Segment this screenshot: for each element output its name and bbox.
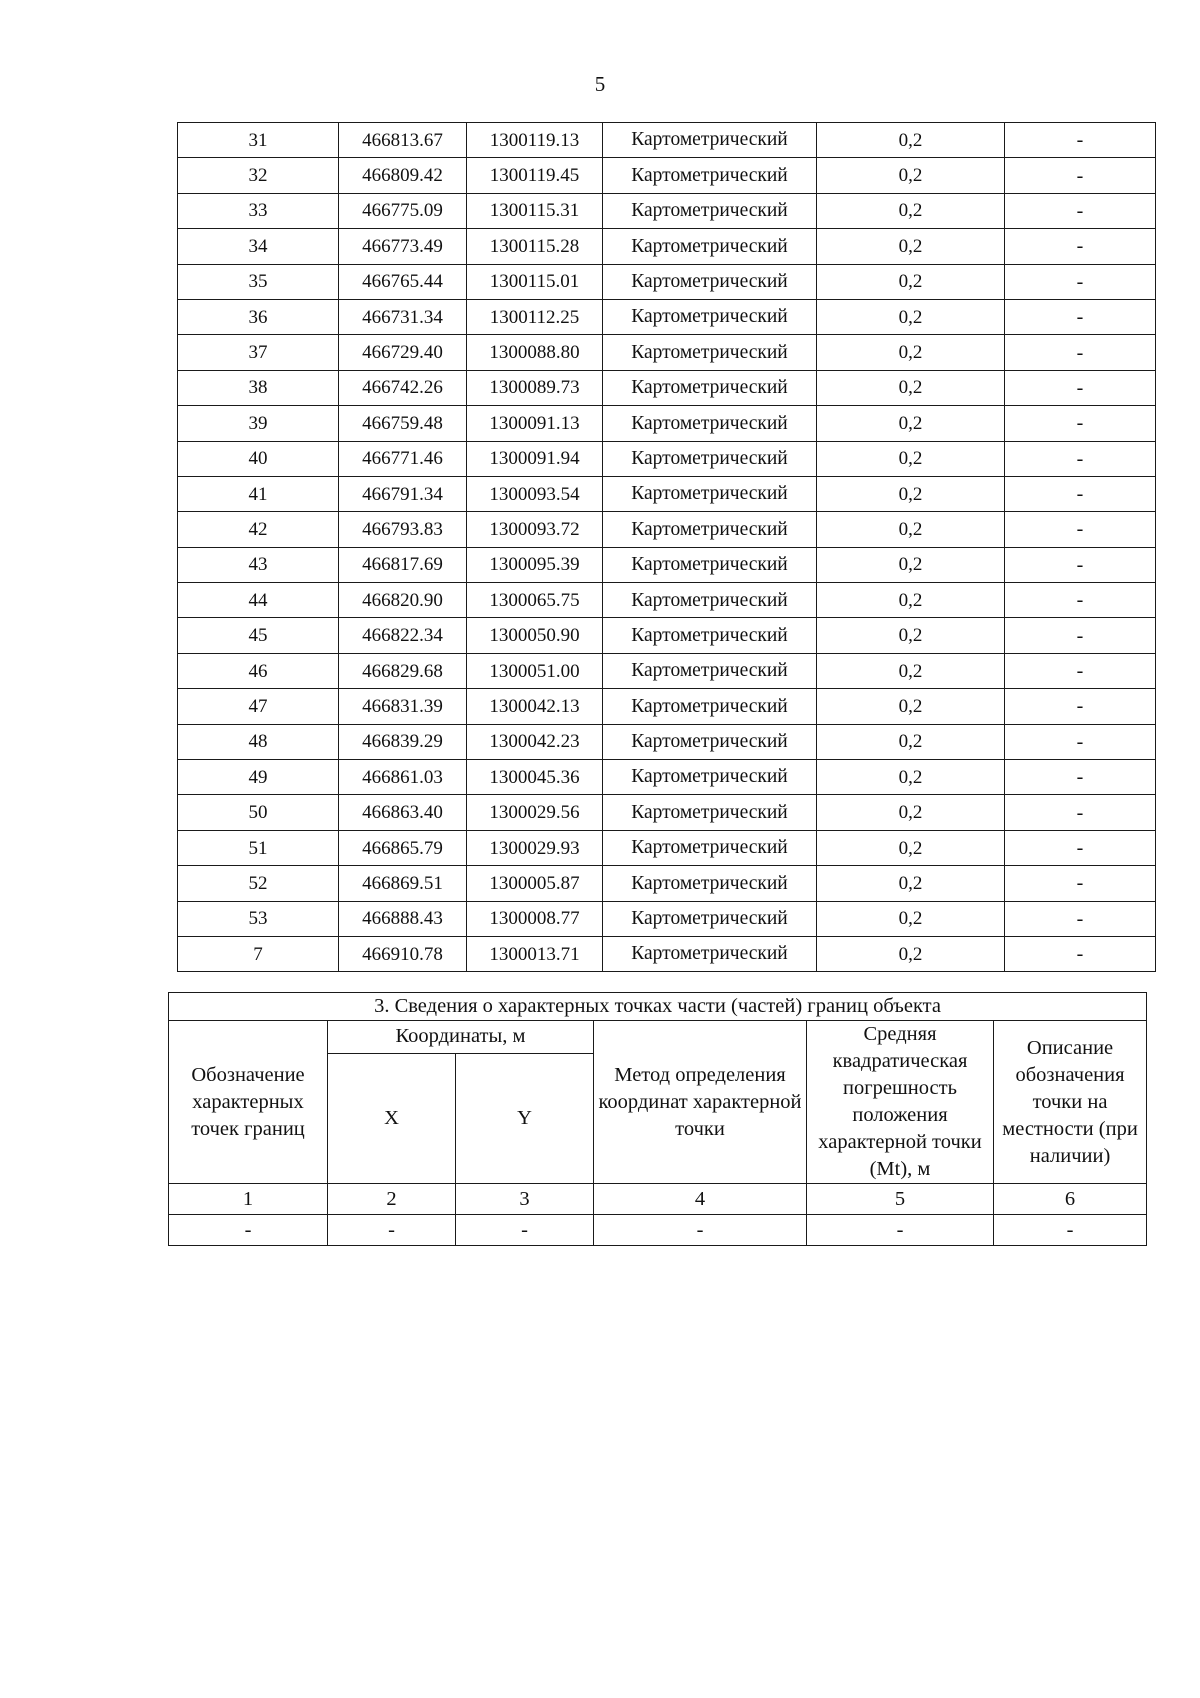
mt-cell: 0,2 xyxy=(817,936,1005,971)
mt-cell: 0,2 xyxy=(817,653,1005,688)
column-number: 5 xyxy=(807,1184,994,1215)
description-cell: - xyxy=(1005,370,1156,405)
page-number: 5 xyxy=(594,72,606,96)
mt-cell: 0,2 xyxy=(817,547,1005,582)
part-boundary-points-table xyxy=(168,992,1147,1246)
y-coordinate-cell: 1300091.13 xyxy=(467,406,603,441)
method-cell: Картометрический xyxy=(603,299,817,334)
point-number-cell: 46 xyxy=(178,653,339,688)
description-cell: - xyxy=(1005,158,1156,193)
point-number-cell: 45 xyxy=(178,618,339,653)
description-cell: - xyxy=(1005,123,1156,158)
table-row xyxy=(178,441,1156,476)
description-cell: - xyxy=(1005,936,1156,971)
x-coordinate-cell: 466888.43 xyxy=(339,901,467,936)
mt-cell: 0,2 xyxy=(817,335,1005,370)
point-number-cell: 34 xyxy=(178,229,339,264)
method-cell: Картометрический xyxy=(603,512,817,547)
table-row xyxy=(178,406,1156,441)
description-cell: - xyxy=(1005,724,1156,759)
column-number: 6 xyxy=(994,1184,1147,1215)
method-cell: Картометрический xyxy=(603,547,817,582)
x-coordinate-cell: 466813.67 xyxy=(339,123,467,158)
point-number-cell: 33 xyxy=(178,193,339,228)
mt-cell: 0,2 xyxy=(817,618,1005,653)
table-row xyxy=(178,795,1156,830)
mt-cell: 0,2 xyxy=(817,123,1005,158)
table-row xyxy=(178,936,1156,971)
description-cell: - xyxy=(1005,795,1156,830)
y-coordinate-cell: 1300045.36 xyxy=(467,760,603,795)
header-description: Описание обозначения точки на местности (при наличии) xyxy=(994,1021,1147,1184)
y-coordinate-cell: 1300115.28 xyxy=(467,229,603,264)
mt-cell: 0,2 xyxy=(817,866,1005,901)
y-coordinate-cell: 1300029.93 xyxy=(467,830,603,865)
method-cell: Картометрический xyxy=(603,335,817,370)
mt-cell: 0,2 xyxy=(817,158,1005,193)
y-coordinate-cell: 1300112.25 xyxy=(467,299,603,334)
point-number-cell: 7 xyxy=(178,936,339,971)
column-number: 3 xyxy=(456,1184,594,1215)
method-cell: Картометрический xyxy=(603,936,817,971)
empty-cell: - xyxy=(994,1215,1147,1246)
point-number-cell: 53 xyxy=(178,901,339,936)
description-cell: - xyxy=(1005,760,1156,795)
table-row xyxy=(178,547,1156,582)
x-coordinate-cell: 466865.79 xyxy=(339,830,467,865)
table-row xyxy=(178,901,1156,936)
method-cell: Картометрический xyxy=(603,724,817,759)
description-cell: - xyxy=(1005,653,1156,688)
x-coordinate-cell: 466731.34 xyxy=(339,299,467,334)
x-coordinate-cell: 466742.26 xyxy=(339,370,467,405)
method-cell: Картометрический xyxy=(603,123,817,158)
y-coordinate-cell: 1300088.80 xyxy=(467,335,603,370)
x-coordinate-cell: 466861.03 xyxy=(339,760,467,795)
mt-cell: 0,2 xyxy=(817,229,1005,264)
table-row xyxy=(178,299,1156,334)
method-cell: Картометрический xyxy=(603,795,817,830)
section-title: 3. Сведения о характерных точках части (частей) границ объекта xyxy=(169,993,1147,1021)
description-cell: - xyxy=(1005,901,1156,936)
description-cell: - xyxy=(1005,264,1156,299)
point-number-cell: 32 xyxy=(178,158,339,193)
table-row xyxy=(178,653,1156,688)
method-cell: Картометрический xyxy=(603,866,817,901)
method-cell: Картометрический xyxy=(603,370,817,405)
table-row xyxy=(178,724,1156,759)
point-number-cell: 43 xyxy=(178,547,339,582)
table-row xyxy=(178,866,1156,901)
x-coordinate-cell: 466863.40 xyxy=(339,795,467,830)
method-cell: Картометрический xyxy=(603,830,817,865)
description-cell: - xyxy=(1005,512,1156,547)
point-number-cell: 36 xyxy=(178,299,339,334)
mt-cell: 0,2 xyxy=(817,193,1005,228)
table-row xyxy=(178,370,1156,405)
mt-cell: 0,2 xyxy=(817,830,1005,865)
table-row xyxy=(178,689,1156,724)
table-row xyxy=(178,264,1156,299)
x-coordinate-cell: 466831.39 xyxy=(339,689,467,724)
y-coordinate-cell: 1300115.31 xyxy=(467,193,603,228)
description-cell: - xyxy=(1005,476,1156,511)
description-cell: - xyxy=(1005,229,1156,264)
y-coordinate-cell: 1300093.72 xyxy=(467,512,603,547)
mt-cell: 0,2 xyxy=(817,299,1005,334)
x-coordinate-cell: 466822.34 xyxy=(339,618,467,653)
y-coordinate-cell: 1300091.94 xyxy=(467,441,603,476)
table-row xyxy=(178,618,1156,653)
y-coordinate-cell: 1300013.71 xyxy=(467,936,603,971)
table-row xyxy=(178,193,1156,228)
method-cell: Картометрический xyxy=(603,901,817,936)
header-designation: Обозначение характерных точек границ xyxy=(169,1021,328,1184)
column-number: 1 xyxy=(169,1184,328,1215)
method-cell: Картометрический xyxy=(603,441,817,476)
point-number-cell: 35 xyxy=(178,264,339,299)
mt-cell: 0,2 xyxy=(817,795,1005,830)
table-row xyxy=(178,229,1156,264)
x-coordinate-cell: 466809.42 xyxy=(339,158,467,193)
x-coordinate-cell: 466791.34 xyxy=(339,476,467,511)
header-y: Y xyxy=(456,1053,594,1183)
mt-cell: 0,2 xyxy=(817,583,1005,618)
point-number-cell: 31 xyxy=(178,123,339,158)
x-coordinate-cell: 466839.29 xyxy=(339,724,467,759)
description-cell: - xyxy=(1005,299,1156,334)
point-number-cell: 50 xyxy=(178,795,339,830)
method-cell: Картометрический xyxy=(603,653,817,688)
method-cell: Картометрический xyxy=(603,618,817,653)
method-cell: Картометрический xyxy=(603,193,817,228)
table-row xyxy=(178,760,1156,795)
table-row xyxy=(178,583,1156,618)
column-number: 4 xyxy=(594,1184,807,1215)
description-cell: - xyxy=(1005,193,1156,228)
boundary-points-table xyxy=(177,122,1156,972)
point-number-cell: 41 xyxy=(178,476,339,511)
method-cell: Картометрический xyxy=(603,406,817,441)
empty-cell: - xyxy=(456,1215,594,1246)
mt-cell: 0,2 xyxy=(817,512,1005,547)
point-number-cell: 48 xyxy=(178,724,339,759)
mt-cell: 0,2 xyxy=(817,370,1005,405)
description-cell: - xyxy=(1005,335,1156,370)
mt-cell: 0,2 xyxy=(817,406,1005,441)
mt-cell: 0,2 xyxy=(817,476,1005,511)
method-cell: Картометрический xyxy=(603,158,817,193)
mt-cell: 0,2 xyxy=(817,760,1005,795)
point-number-cell: 40 xyxy=(178,441,339,476)
x-coordinate-cell: 466829.68 xyxy=(339,653,467,688)
x-coordinate-cell: 466820.90 xyxy=(339,583,467,618)
column-number: 2 xyxy=(328,1184,456,1215)
mt-cell: 0,2 xyxy=(817,689,1005,724)
header-mt: Средняя квадратическая погрешность положения характерной точки (Mt), м xyxy=(807,1021,994,1184)
boundary-points-body xyxy=(178,123,1156,972)
empty-cell: - xyxy=(328,1215,456,1246)
mt-cell: 0,2 xyxy=(817,264,1005,299)
y-coordinate-cell: 1300008.77 xyxy=(467,901,603,936)
x-coordinate-cell: 466773.49 xyxy=(339,229,467,264)
empty-cell: - xyxy=(807,1215,994,1246)
description-cell: - xyxy=(1005,830,1156,865)
table-row xyxy=(178,158,1156,193)
x-coordinate-cell: 466869.51 xyxy=(339,866,467,901)
x-coordinate-cell: 466765.44 xyxy=(339,264,467,299)
point-number-cell: 39 xyxy=(178,406,339,441)
mt-cell: 0,2 xyxy=(817,441,1005,476)
table-row xyxy=(178,335,1156,370)
point-number-cell: 49 xyxy=(178,760,339,795)
table-row xyxy=(178,512,1156,547)
description-cell: - xyxy=(1005,406,1156,441)
x-coordinate-cell: 466759.48 xyxy=(339,406,467,441)
y-coordinate-cell: 1300005.87 xyxy=(467,866,603,901)
x-coordinate-cell: 466793.83 xyxy=(339,512,467,547)
description-cell: - xyxy=(1005,866,1156,901)
method-cell: Картометрический xyxy=(603,689,817,724)
y-coordinate-cell: 1300089.73 xyxy=(467,370,603,405)
point-number-cell: 37 xyxy=(178,335,339,370)
y-coordinate-cell: 1300115.01 xyxy=(467,264,603,299)
y-coordinate-cell: 1300029.56 xyxy=(467,795,603,830)
point-number-cell: 51 xyxy=(178,830,339,865)
empty-cell: - xyxy=(594,1215,807,1246)
empty-data-row xyxy=(169,1215,1147,1246)
point-number-cell: 42 xyxy=(178,512,339,547)
mt-cell: 0,2 xyxy=(817,901,1005,936)
y-coordinate-cell: 1300051.00 xyxy=(467,653,603,688)
x-coordinate-cell: 466817.69 xyxy=(339,547,467,582)
header-method: Метод определения координат характерной точки xyxy=(594,1021,807,1184)
method-cell: Картометрический xyxy=(603,583,817,618)
description-cell: - xyxy=(1005,583,1156,618)
empty-cell: - xyxy=(169,1215,328,1246)
point-number-cell: 38 xyxy=(178,370,339,405)
description-cell: - xyxy=(1005,689,1156,724)
header-coordinates: Координаты, м xyxy=(328,1021,594,1054)
table-row xyxy=(178,476,1156,511)
table-row xyxy=(178,123,1156,158)
point-number-cell: 52 xyxy=(178,866,339,901)
method-cell: Картометрический xyxy=(603,760,817,795)
method-cell: Картометрический xyxy=(603,264,817,299)
method-cell: Картометрический xyxy=(603,476,817,511)
method-cell: Картометрический xyxy=(603,229,817,264)
column-number-row xyxy=(169,1184,1147,1215)
y-coordinate-cell: 1300119.45 xyxy=(467,158,603,193)
y-coordinate-cell: 1300095.39 xyxy=(467,547,603,582)
x-coordinate-cell: 466729.40 xyxy=(339,335,467,370)
mt-cell: 0,2 xyxy=(817,724,1005,759)
y-coordinate-cell: 1300065.75 xyxy=(467,583,603,618)
x-coordinate-cell: 466771.46 xyxy=(339,441,467,476)
y-coordinate-cell: 1300042.13 xyxy=(467,689,603,724)
header-x: X xyxy=(328,1053,456,1183)
point-number-cell: 44 xyxy=(178,583,339,618)
x-coordinate-cell: 466910.78 xyxy=(339,936,467,971)
y-coordinate-cell: 1300042.23 xyxy=(467,724,603,759)
y-coordinate-cell: 1300050.90 xyxy=(467,618,603,653)
description-cell: - xyxy=(1005,441,1156,476)
y-coordinate-cell: 1300119.13 xyxy=(467,123,603,158)
point-number-cell: 47 xyxy=(178,689,339,724)
table-row xyxy=(178,830,1156,865)
description-cell: - xyxy=(1005,547,1156,582)
y-coordinate-cell: 1300093.54 xyxy=(467,476,603,511)
description-cell: - xyxy=(1005,618,1156,653)
x-coordinate-cell: 466775.09 xyxy=(339,193,467,228)
